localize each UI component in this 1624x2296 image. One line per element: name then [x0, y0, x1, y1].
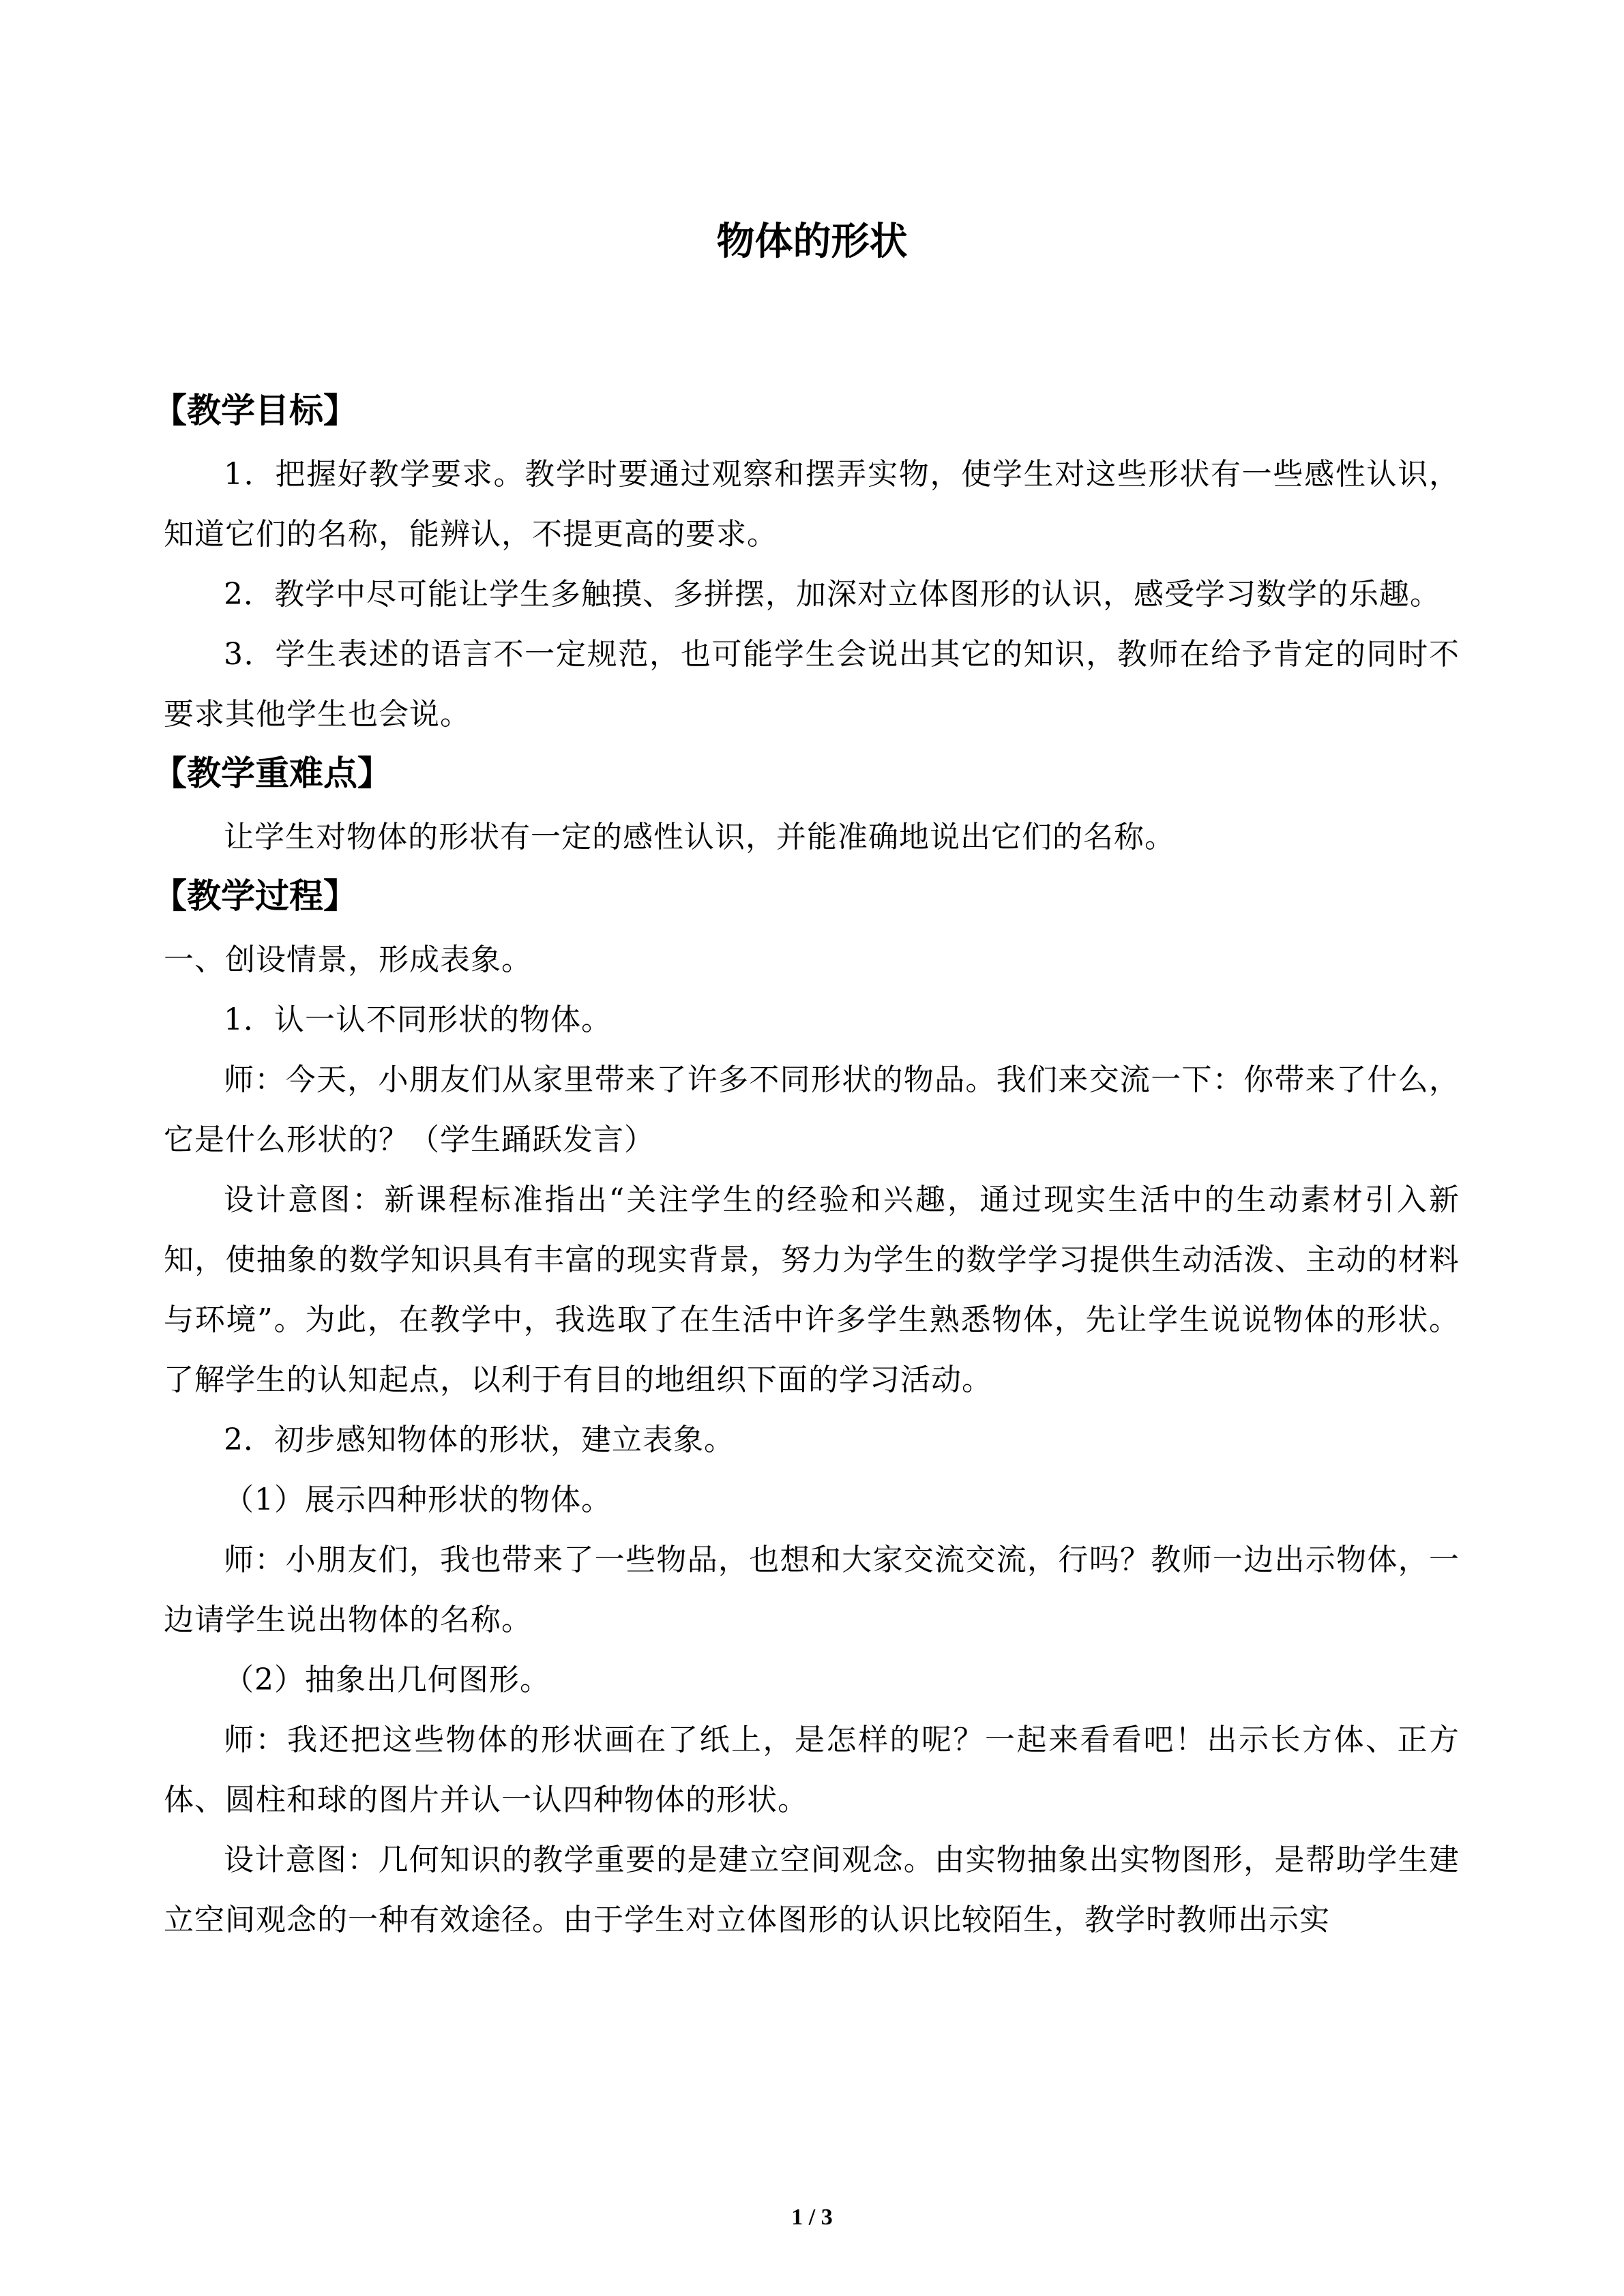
paragraph: 一、创设情景，形成表象。	[164, 942, 532, 977]
paragraph: （2）抽象出几何图形。	[224, 1663, 550, 1697]
paragraph: 设计意图：几何知识的教学重要的是建立空间观念。由实物抽象出实物图形，是帮助学生建立空间观念的一种有效途径。由于学生对立体图形的认识比较陌生，教学时教师出示实	[164, 1843, 1460, 1937]
paragraph: 2．初步感知物体的形状，建立表象。	[224, 1422, 735, 1457]
section-process	[153, 867, 1460, 1950]
section-heading-keypoints: 【教学重难点】	[153, 754, 392, 793]
section-objectives	[153, 382, 1460, 745]
section-keypoints	[153, 745, 1460, 867]
section-heading-objectives: 【教学目标】	[153, 391, 357, 430]
paragraph: 师：今天，小朋友们从家里带来了许多不同形状的物品。我们来交流一下：你带来了什么，它是什么形状的？（学生踊跃发言）	[164, 1062, 1460, 1157]
document-title: 物体的形状	[716, 220, 908, 264]
paragraph: 师：小朋友们，我也带来了一些物品，也想和大家交流交流，行吗？教师一边出示物体，一边请学生说出物体的名称。	[164, 1542, 1460, 1637]
document-body	[153, 382, 1460, 1950]
paragraph: （1）展示四种形状的物体。	[224, 1482, 612, 1517]
paragraph: 师：我还把这些物体的形状画在了纸上，是怎样的呢？一起来看看吧！出示长方体、正方体、圆柱和球的图片并认一认四种物体的形状。	[164, 1723, 1460, 1817]
paragraph: 1．认一认不同形状的物体。	[224, 1002, 612, 1037]
paragraph: 设计意图：新课程标准指出“关注学生的经验和兴趣，通过现实生活中的生动素材引入新知，使抽象的数学知识具有丰富的现实背景，努力为学生的数学学习提供生动活泼、主动的材料与环境”。为此，在教学中，我选取了在生活中许多学生熟悉物体，先让学生说说物体的形状。了解学生的认知起点，以利于有目的地组织下面的学习活动。	[164, 1182, 1460, 1397]
paragraph: 1．把握好教学要求。教学时要通过观察和摆弄实物，使学生对这些形状有一些感性认识，知道它们的名称，能辨认，不提更高的要求。	[164, 457, 1460, 552]
page-number: 1 / 3	[791, 2205, 833, 2230]
paragraph: 2．教学中尽可能让学生多触摸、多拼摆，加深对立体图形的认识，感受学习数学的乐趣。	[224, 577, 1441, 612]
section-heading-process: 【教学过程】	[153, 876, 357, 916]
paragraph: 让学生对物体的形状有一定的感性认识，并能准确地说出它们的名称。	[224, 820, 1175, 854]
paragraph: 3．学生表述的语言不一定规范，也可能学生会说出其它的知识，教师在给予肯定的同时不要求其他学生也会说。	[164, 637, 1460, 732]
